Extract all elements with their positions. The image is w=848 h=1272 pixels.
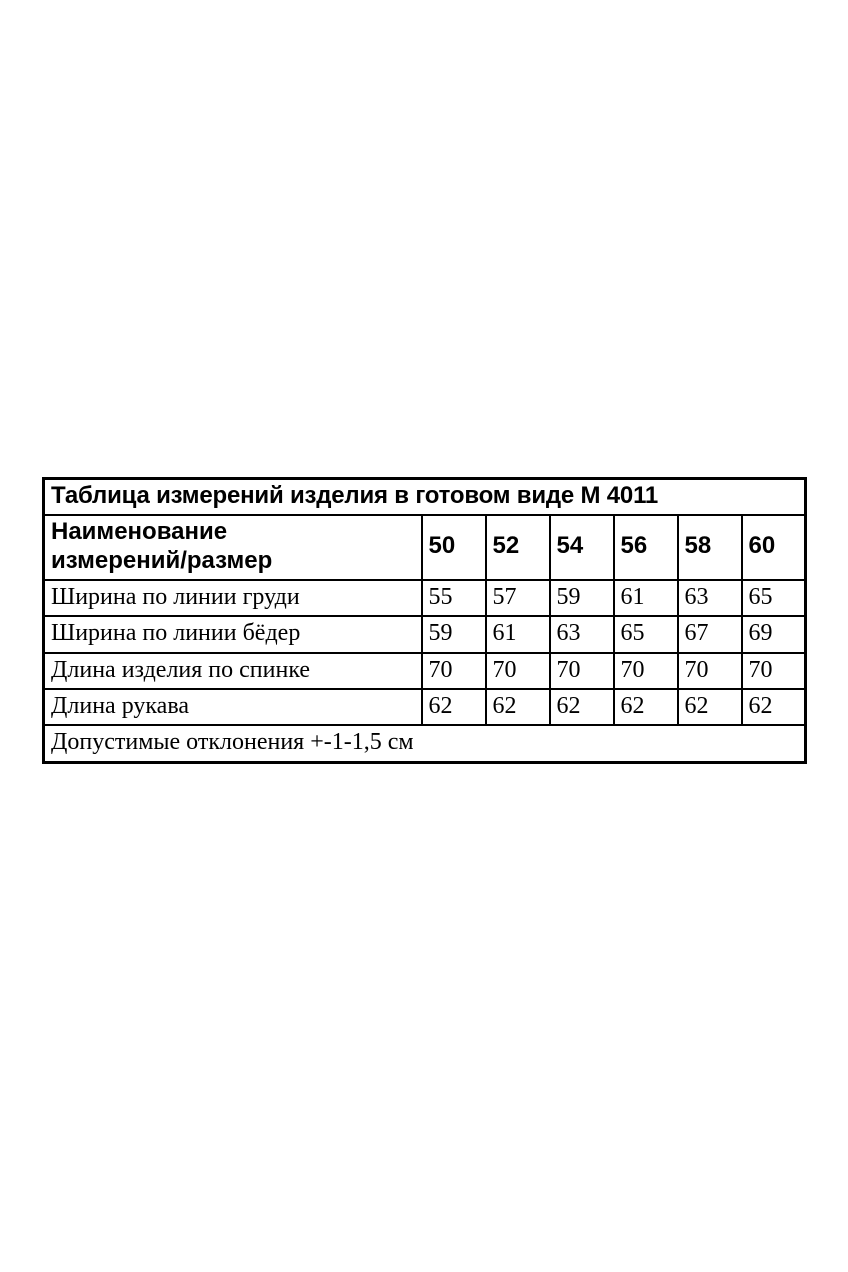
cell-sleeve-56: 62 [614,689,678,725]
cell-chest-58: 63 [678,580,742,616]
table-footnote-row [44,725,806,762]
cell-sleeve-50: 62 [422,689,486,725]
row-label-sleeve-length: Длина рукава [44,689,422,725]
header-size-52: 52 [486,515,550,580]
cell-hip-56: 65 [614,616,678,652]
table-row [44,689,806,725]
table-row [44,580,806,616]
cell-hip-50: 59 [422,616,486,652]
row-label-hip-width: Ширина по линии бёдер [44,616,422,652]
cell-back-58: 70 [678,653,742,689]
cell-back-54: 70 [550,653,614,689]
cell-chest-50: 55 [422,580,486,616]
cell-chest-56: 61 [614,580,678,616]
header-size-54: 54 [550,515,614,580]
cell-hip-58: 67 [678,616,742,652]
cell-hip-60: 69 [742,616,806,652]
header-size-60: 60 [742,515,806,580]
row-label-back-length: Длина изделия по спинке [44,653,422,689]
table-title-row [44,479,806,516]
table-row [44,653,806,689]
measurements-sheet [42,477,804,764]
header-size-58: 58 [678,515,742,580]
header-size-50: 50 [422,515,486,580]
cell-back-50: 70 [422,653,486,689]
cell-sleeve-54: 62 [550,689,614,725]
row-label-chest-width: Ширина по линии груди [44,580,422,616]
header-label-line-1: Наименование [51,518,228,546]
cell-hip-54: 63 [550,616,614,652]
cell-back-52: 70 [486,653,550,689]
cell-back-60: 70 [742,653,806,689]
cell-chest-54: 59 [550,580,614,616]
header-size-56: 56 [614,515,678,580]
header-measurement-name [44,515,422,580]
header-label-line-2: измерений/размер [51,546,273,574]
tolerance-note: Допустимые отклонения +-1-1,5 см [44,725,806,762]
table-title: Таблица измерений изделия в готовом виде М 4011 [44,479,806,516]
cell-sleeve-52: 62 [486,689,550,725]
table-header-row [44,515,806,580]
cell-back-56: 70 [614,653,678,689]
table-row [44,616,806,652]
cell-sleeve-58: 62 [678,689,742,725]
cell-sleeve-60: 62 [742,689,806,725]
cell-chest-60: 65 [742,580,806,616]
measurements-table [42,477,807,764]
cell-chest-52: 57 [486,580,550,616]
cell-hip-52: 61 [486,616,550,652]
